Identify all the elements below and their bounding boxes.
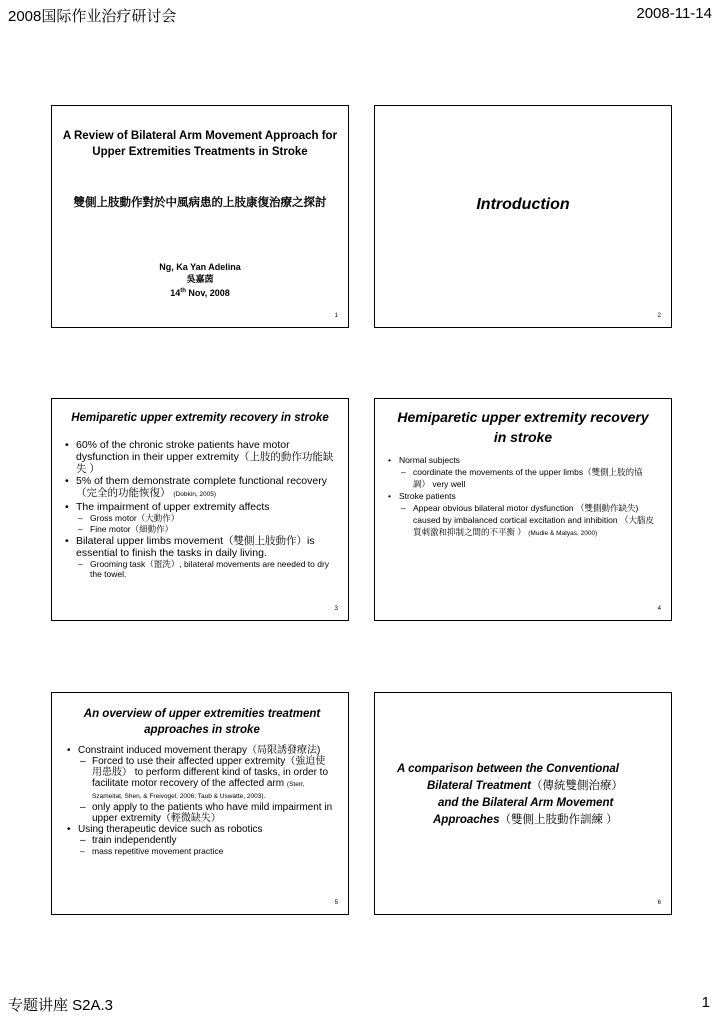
- slide-number: 3: [334, 606, 338, 612]
- sub-list-item: – only apply to the patients who have mild impairment in upper extremity（輕微缺失）: [78, 802, 334, 824]
- sub-bullet-text: Appear obvious bilateral motor dysfunction （雙側動作缺失) caused by imbalanced cortical excitation and inhibition （大腦皮質刺激和抑制之間的不平衡 ）: [413, 503, 654, 537]
- bullet-text: Bilateral upper limbs movement（雙側上肢動作）is essential to finish the tasks in daily living.: [76, 535, 315, 559]
- presentation-date: [52, 285, 348, 299]
- list-item: [62, 439, 338, 475]
- footer-session: 专题讲座 S2A.3: [8, 997, 114, 1014]
- title-line-4-zh: （雙側上肢動作訓練 ）: [499, 814, 618, 826]
- bullet-text: 5% of them demonstrate complete functional recovery（完全的功能恢復）: [76, 475, 327, 499]
- slide-2-title: Introduction: [476, 196, 570, 213]
- citation: (Dobkin, 2005): [173, 491, 217, 498]
- list-item: [62, 535, 338, 579]
- header-date: 2008-11-14: [636, 5, 712, 22]
- list-item: [385, 454, 659, 490]
- title-line-4-text: Approaches: [433, 814, 500, 826]
- title-line-3: and the Bilateral Arm Movement: [438, 797, 614, 809]
- slide-number: 6: [657, 900, 661, 906]
- slide-6-title: [375, 761, 671, 829]
- title-line-2-zh: （傳統雙側治療）: [530, 780, 623, 792]
- slide-1-title-zh: 雙側上肢動作對於中風病患的上肢康復治療之探討: [73, 197, 327, 209]
- citation: (Mudie & Matyas, 2000): [528, 530, 598, 537]
- slide-5: [51, 692, 349, 915]
- bullet-text: Using therapeutic device such as robotics: [78, 824, 263, 835]
- bullet-text: Constraint induced movement therapy（局限誘發療法): [78, 745, 321, 756]
- slide-number: 5: [334, 900, 338, 906]
- date-day: 14: [170, 288, 181, 298]
- bullet-text: Normal subjects: [399, 455, 460, 465]
- author-name-zh: 吳嘉茵: [186, 274, 214, 284]
- list-item: [64, 745, 334, 824]
- list-item: [62, 475, 338, 501]
- slide-2: [374, 105, 672, 328]
- slide-1-title: A Review of Bilateral Arm Movement Approach for Upper Extremities Treatments in Stroke: [62, 130, 338, 158]
- header-title: 2008国际作业治疗研讨会: [8, 8, 177, 25]
- slide-number: 2: [657, 313, 661, 319]
- slide-6: [374, 692, 672, 915]
- slide-3-body: [62, 439, 338, 579]
- sub-list-item: – Fine motor（細動作）: [76, 524, 338, 535]
- slide-3-title: Hemiparetic upper extremity recovery in stroke: [71, 412, 329, 424]
- date-suffix: th: [180, 288, 186, 294]
- title-line-1: A comparison between the Conventional: [397, 763, 619, 775]
- sub-list-item: – train independently: [78, 835, 334, 846]
- sub-list-item: [399, 502, 659, 540]
- slide-4-body: [385, 454, 659, 540]
- slide-3: [51, 398, 349, 621]
- author-name: Ng, Ka Yan Adelina: [159, 262, 241, 272]
- title-line-2: [375, 778, 671, 795]
- slide-4-title: Hemiparetic upper extremity recovery in stroke: [397, 409, 649, 445]
- title-line-4: [375, 812, 671, 829]
- list-item: [64, 824, 334, 857]
- title-line-2-text: Bilateral Treatment: [427, 780, 531, 792]
- list-item: [385, 490, 659, 540]
- slide-number: 1: [334, 313, 338, 319]
- bullet-text: 60% of the chronic stroke patients have motor dysfunction in their upper extremity（上肢的動作功能缺失 ）: [76, 439, 334, 475]
- footer-page-number: 1: [701, 994, 710, 1011]
- slide-1: [51, 105, 349, 328]
- sub-bullet-text: Forced to use their affected upper extremity（強迫使用患肢） to perform different kind of tasks, in order to facilitate motor recovery of the affected arm: [92, 756, 329, 789]
- sub-list-item: – Grooming task（盥洗）, bilateral movements are needed to dry the towel.: [76, 559, 338, 579]
- sub-list-item: – coordinate the movements of the upper limbs（雙側上肢的協調） very well: [399, 466, 659, 490]
- slide-4: [374, 398, 672, 621]
- slide-5-title: An overview of upper extremities treatment approaches in stroke: [83, 708, 321, 736]
- slide-1-author-block: [52, 261, 348, 299]
- date-rest: Nov, 2008: [185, 288, 230, 298]
- sub-list-item: – Gross motor（大動作）: [76, 513, 338, 524]
- slide-number: 4: [657, 606, 661, 612]
- slide-5-body: [64, 745, 334, 857]
- list-item: [62, 501, 338, 535]
- citation: (Sterr, Szameitat, Shen, & Freivogel, 2006; Taub & Uswatte, 2003).: [92, 781, 305, 800]
- bullet-text: The impairment of upper extremity affects: [76, 501, 270, 513]
- sub-list-item: [78, 756, 334, 802]
- sub-list-item: – mass repetitive movement practice: [78, 846, 334, 857]
- bullet-text: Stroke patients: [399, 491, 456, 501]
